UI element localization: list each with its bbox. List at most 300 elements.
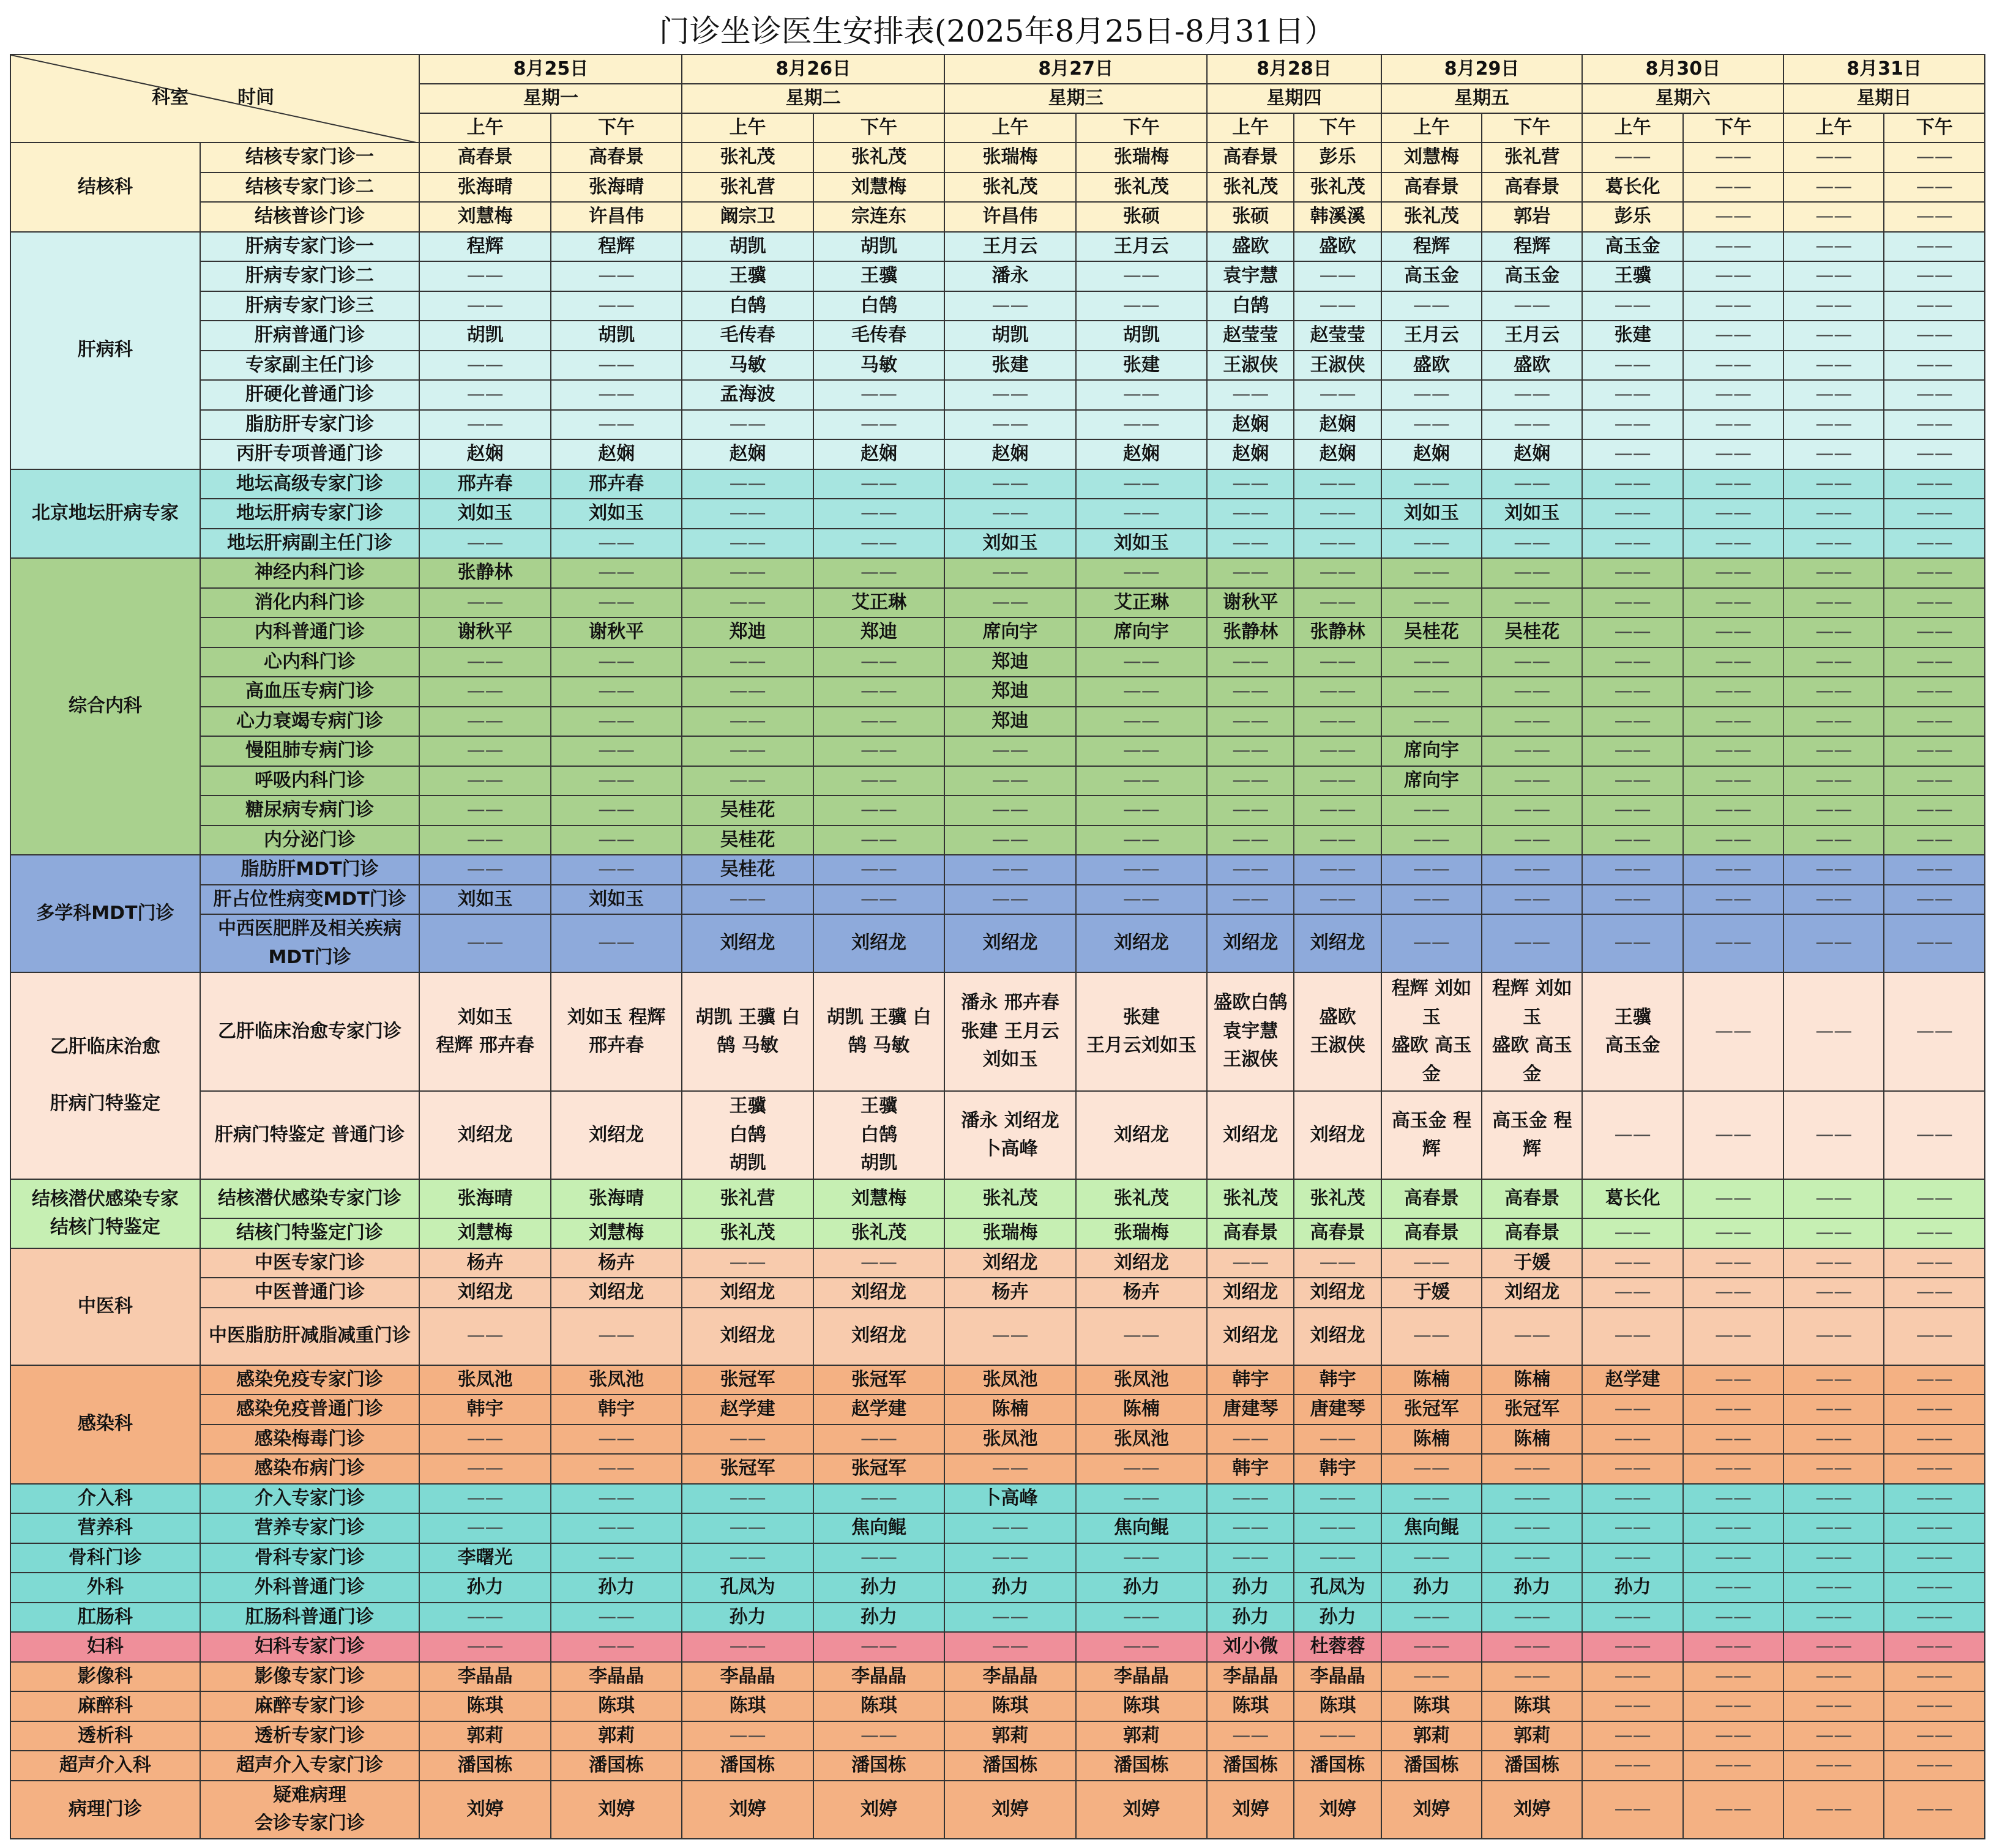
doctor-cell: —— — [944, 291, 1075, 321]
doctor-cell: 刘婷 — [682, 1781, 813, 1839]
am-header: 上午 — [682, 113, 813, 143]
doctor-cell: 赵娴 — [1294, 439, 1381, 469]
doctor-cell: 赵娴 — [419, 439, 550, 469]
doctor-cell: —— — [1884, 1573, 1985, 1603]
doctor-cell: 程辉 — [551, 232, 682, 262]
doctor-cell: —— — [813, 410, 944, 440]
doctor-cell: —— — [1683, 202, 1783, 232]
doctor-cell: 孙力 — [1076, 1573, 1207, 1603]
doctor-cell: 张礼茂 — [1294, 1179, 1381, 1218]
doctor-cell: —— — [1076, 261, 1207, 291]
clinic-name: 乙肝临床治愈专家门诊 — [200, 972, 420, 1091]
doctor-cell: —— — [1582, 1781, 1682, 1839]
doctor-cell: —— — [1582, 1721, 1682, 1751]
day-weekday: 星期二 — [682, 84, 944, 113]
doctor-cell: —— — [1294, 647, 1381, 677]
doctor-cell: —— — [1482, 855, 1582, 885]
doctor-cell: —— — [682, 469, 813, 499]
table-row — [10, 261, 1985, 291]
doctor-cell: —— — [1683, 1425, 1783, 1455]
doctor-cell: —— — [1683, 1721, 1783, 1751]
doctor-cell: 刘绍龙 — [419, 1091, 550, 1179]
doctor-cell: —— — [1582, 469, 1682, 499]
doctor-cell: 刘绍龙 — [1076, 1091, 1207, 1179]
doctor-cell: 孙力 — [1482, 1573, 1582, 1603]
doctor-cell: —— — [1582, 1543, 1682, 1573]
doctor-cell: —— — [1381, 558, 1482, 588]
doctor-cell: 刘慧梅 — [419, 1218, 550, 1248]
doctor-cell: —— — [1884, 261, 1985, 291]
doctor-cell: —— — [1582, 1425, 1682, 1455]
clinic-name: 地坛高级专家门诊 — [200, 469, 420, 499]
doctor-cell: 张礼茂 — [1294, 173, 1381, 203]
doctor-cell: 刘绍龙 — [551, 1278, 682, 1308]
doctor-cell: —— — [1683, 795, 1783, 825]
doctor-cell: 潘永 刘绍龙 卜高峰 — [944, 1091, 1075, 1179]
doctor-cell: —— — [1783, 1308, 1884, 1365]
doctor-cell: —— — [1381, 825, 1482, 855]
am-header: 上午 — [419, 113, 550, 143]
doctor-cell: 胡凯 — [419, 321, 550, 351]
doctor-cell: 潘国栋 — [419, 1751, 550, 1781]
doctor-cell: 谢秋平 — [1207, 588, 1294, 618]
doctor-cell: —— — [1076, 736, 1207, 766]
doctor-cell: —— — [682, 588, 813, 618]
doctor-cell: —— — [682, 1543, 813, 1573]
doctor-cell: 陈琪 — [1294, 1691, 1381, 1721]
doctor-cell: —— — [419, 1603, 550, 1633]
doctor-cell: 卜高峰 — [944, 1484, 1075, 1514]
doctor-cell: 张礼茂 — [813, 1218, 944, 1248]
doctor-cell: —— — [1207, 766, 1294, 796]
doctor-cell: 陈楠 — [1381, 1425, 1482, 1455]
doctor-cell: —— — [419, 1425, 550, 1455]
doctor-cell: —— — [1482, 825, 1582, 855]
doctor-cell: —— — [1683, 855, 1783, 885]
doctor-cell: 赵莹莹 — [1294, 321, 1381, 351]
doctor-cell: 张海晴 — [551, 173, 682, 203]
table-row — [10, 529, 1985, 559]
doctor-cell: 宗连东 — [813, 202, 944, 232]
doctor-cell: 刘绍龙 — [944, 1248, 1075, 1278]
doctor-cell: —— — [1076, 825, 1207, 855]
doctor-cell: —— — [419, 351, 550, 381]
doctor-cell: 孟海波 — [682, 380, 813, 410]
pm-header: 下午 — [813, 113, 944, 143]
doctor-cell: 孙力 — [1294, 1603, 1381, 1633]
doctor-cell: —— — [682, 1632, 813, 1662]
doctor-cell: 杨卉 — [1076, 1278, 1207, 1308]
doctor-cell: —— — [1294, 1721, 1381, 1751]
doctor-cell: 刘绍龙 — [1294, 1308, 1381, 1365]
doctor-cell: —— — [419, 380, 550, 410]
table-row — [10, 1091, 1985, 1179]
pm-header: 下午 — [1076, 113, 1207, 143]
doctor-cell: —— — [1381, 1662, 1482, 1692]
doctor-cell: —— — [419, 825, 550, 855]
table-row — [10, 1543, 1985, 1573]
doctor-cell: —— — [813, 380, 944, 410]
doctor-cell: —— — [1294, 380, 1381, 410]
corner-time-label: 时间 — [237, 87, 274, 108]
doctor-cell: —— — [1783, 261, 1884, 291]
doctor-cell: —— — [944, 885, 1075, 915]
clinic-name: 介入专家门诊 — [200, 1484, 420, 1514]
doctor-cell: 张冠军 — [682, 1454, 813, 1484]
doctor-cell: —— — [1482, 1632, 1582, 1662]
doctor-cell: —— — [1294, 795, 1381, 825]
doctor-cell: 盛欧 王淑侠 — [1294, 972, 1381, 1091]
doctor-cell: 刘慧梅 — [813, 1179, 944, 1218]
doctor-cell: 赵娴 — [1207, 439, 1294, 469]
doctor-cell: —— — [1683, 1395, 1783, 1425]
doctor-cell: 郭莉 — [1381, 1721, 1482, 1751]
department-name: 介入科 — [10, 1484, 200, 1514]
table-row — [10, 1179, 1985, 1218]
doctor-cell: —— — [813, 1632, 944, 1662]
doctor-cell: 高玉金 — [1482, 261, 1582, 291]
doctor-cell: —— — [1381, 529, 1482, 559]
doctor-cell: —— — [1683, 914, 1783, 972]
doctor-cell: 刘绍龙 — [813, 1278, 944, 1308]
day-date: 8月27日 — [944, 54, 1207, 84]
am-header: 上午 — [1207, 113, 1294, 143]
doctor-cell: —— — [1884, 1721, 1985, 1751]
clinic-name: 内科普通门诊 — [200, 617, 420, 647]
clinic-name: 肝病专家门诊二 — [200, 261, 420, 291]
doctor-cell: 刘如玉 程辉 邢卉春 — [551, 972, 682, 1091]
doctor-cell: —— — [1683, 1454, 1783, 1484]
doctor-cell: 张硕 — [1076, 202, 1207, 232]
doctor-cell: —— — [1783, 885, 1884, 915]
doctor-cell: —— — [1683, 1308, 1783, 1365]
pm-header: 下午 — [1884, 113, 1985, 143]
doctor-cell: —— — [1582, 529, 1682, 559]
doctor-cell: —— — [1884, 1751, 1985, 1781]
doctor-cell: —— — [1482, 1662, 1582, 1692]
doctor-cell: 郑迪 — [944, 677, 1075, 707]
doctor-cell: —— — [1207, 1484, 1294, 1514]
doctor-cell: —— — [1683, 1632, 1783, 1662]
doctor-cell: 高春景 — [551, 143, 682, 173]
table-row — [10, 707, 1985, 737]
doctor-cell: 张静林 — [419, 558, 550, 588]
doctor-cell: —— — [1482, 677, 1582, 707]
department-name: 骨科门诊 — [10, 1543, 200, 1573]
clinic-name: 结核潜伏感染专家门诊 — [200, 1179, 420, 1218]
doctor-cell: —— — [1783, 914, 1884, 972]
doctor-cell: —— — [682, 558, 813, 588]
doctor-cell: 于媛 — [1381, 1278, 1482, 1308]
department-name: 多学科MDT门诊 — [10, 855, 200, 972]
doctor-cell: —— — [419, 647, 550, 677]
doctor-cell: 潘国栋 — [682, 1751, 813, 1781]
doctor-cell: —— — [1294, 1484, 1381, 1514]
doctor-cell: 邢卉春 — [419, 469, 550, 499]
doctor-cell: —— — [1884, 617, 1985, 647]
doctor-cell: 郭岩 — [1482, 202, 1582, 232]
doctor-cell: 孔凤为 — [1294, 1573, 1381, 1603]
doctor-cell: 刘婷 — [813, 1781, 944, 1839]
doctor-cell: 张礼营 — [682, 1179, 813, 1218]
clinic-name: 中医专家门诊 — [200, 1248, 420, 1278]
doctor-cell: 郑迪 — [944, 647, 1075, 677]
doctor-cell: 张瑞梅 — [1076, 1218, 1207, 1248]
doctor-cell: 孙力 — [551, 1573, 682, 1603]
doctor-cell: —— — [944, 380, 1075, 410]
doctor-cell: —— — [1884, 410, 1985, 440]
clinic-name: 肝病门特鉴定 普通门诊 — [200, 1091, 420, 1179]
doctor-cell: —— — [1582, 1248, 1682, 1278]
doctor-cell: —— — [1381, 410, 1482, 440]
doctor-cell: —— — [551, 380, 682, 410]
doctor-cell: 胡凯 — [551, 321, 682, 351]
doctor-cell: —— — [1783, 617, 1884, 647]
doctor-cell: 韩宇 — [1294, 1454, 1381, 1484]
table-row — [10, 736, 1985, 766]
doctor-cell: —— — [1783, 1632, 1884, 1662]
doctor-cell: 唐建琴 — [1207, 1395, 1294, 1425]
doctor-cell: 胡凯 — [682, 232, 813, 262]
doctor-cell: —— — [1884, 1543, 1985, 1573]
doctor-cell: —— — [1582, 1218, 1682, 1248]
doctor-cell: —— — [944, 469, 1075, 499]
department-name: 影像科 — [10, 1662, 200, 1692]
doctor-cell: —— — [1683, 1603, 1783, 1633]
doctor-cell: 张硕 — [1207, 202, 1294, 232]
doctor-cell: —— — [1783, 1781, 1884, 1839]
doctor-cell: —— — [682, 499, 813, 529]
table-row — [10, 351, 1985, 381]
doctor-cell: 刘如玉 — [944, 529, 1075, 559]
doctor-cell: 张瑞梅 — [1076, 143, 1207, 173]
doctor-cell: 刘婷 — [1294, 1781, 1381, 1839]
doctor-cell: —— — [1482, 1308, 1582, 1365]
doctor-cell: —— — [1884, 202, 1985, 232]
doctor-cell: 刘绍龙 — [1207, 1091, 1294, 1179]
doctor-cell: —— — [1381, 380, 1482, 410]
doctor-cell: 高春景 — [1207, 143, 1294, 173]
doctor-cell: —— — [1884, 232, 1985, 262]
doctor-cell: —— — [1582, 795, 1682, 825]
table-row — [10, 766, 1985, 796]
table-row — [10, 1573, 1985, 1603]
department-name: 乙肝临床治愈 肝病门特鉴定 — [10, 972, 200, 1179]
doctor-cell: 张海晴 — [419, 173, 550, 203]
clinic-name: 肝硬化普通门诊 — [200, 380, 420, 410]
doctor-cell: —— — [551, 1513, 682, 1543]
doctor-cell: —— — [1482, 707, 1582, 737]
doctor-cell: 刘慧梅 — [1381, 143, 1482, 173]
doctor-cell: 张凤池 — [419, 1365, 550, 1395]
doctor-cell: —— — [1381, 1603, 1482, 1633]
doctor-cell: 刘如玉 — [551, 499, 682, 529]
doctor-cell: 潘永 邢卉春 张建 王月云 刘如玉 — [944, 972, 1075, 1091]
doctor-cell: —— — [1683, 321, 1783, 351]
doctor-cell: 韩宇 — [1207, 1454, 1294, 1484]
doctor-cell: 张瑞梅 — [944, 1218, 1075, 1248]
clinic-name: 肛肠科普通门诊 — [200, 1603, 420, 1633]
doctor-cell: —— — [1582, 677, 1682, 707]
doctor-cell: —— — [1294, 1543, 1381, 1573]
table-row — [10, 972, 1985, 1091]
doctor-cell: —— — [813, 885, 944, 915]
doctor-cell: —— — [1076, 795, 1207, 825]
clinic-name: 高血压专病门诊 — [200, 677, 420, 707]
doctor-cell: —— — [1683, 825, 1783, 855]
doctor-cell: —— — [551, 291, 682, 321]
doctor-cell: —— — [1582, 380, 1682, 410]
doctor-cell: —— — [1683, 1218, 1783, 1248]
doctor-cell: —— — [1884, 1218, 1985, 1248]
doctor-cell: 高春景 — [1381, 1218, 1482, 1248]
clinic-name: 脂肪肝专家门诊 — [200, 410, 420, 440]
doctor-cell: 赵娴 — [551, 439, 682, 469]
doctor-cell: 盛欧 — [1207, 232, 1294, 262]
doctor-cell: 高玉金 — [1381, 261, 1482, 291]
doctor-cell: —— — [1884, 1091, 1985, 1179]
doctor-cell: 赵娴 — [1207, 410, 1294, 440]
table-row — [10, 469, 1985, 499]
day-weekday: 星期日 — [1783, 84, 1985, 113]
doctor-cell: 艾正琳 — [1076, 588, 1207, 618]
doctor-cell: 赵娴 — [1076, 439, 1207, 469]
doctor-cell: —— — [1582, 1091, 1682, 1179]
doctor-cell: 焦向鲲 — [1076, 1513, 1207, 1543]
doctor-cell: —— — [551, 410, 682, 440]
doctor-cell: —— — [1783, 972, 1884, 1091]
doctor-cell: —— — [1294, 1513, 1381, 1543]
doctor-cell: 刘绍龙 — [1294, 914, 1381, 972]
doctor-cell: —— — [1381, 885, 1482, 915]
pm-header: 下午 — [1482, 113, 1582, 143]
doctor-cell: —— — [1482, 291, 1582, 321]
doctor-cell: 高春景 — [1207, 1218, 1294, 1248]
doctor-cell: —— — [551, 1632, 682, 1662]
schedule-header — [10, 54, 1985, 143]
doctor-cell: 刘小微 — [1207, 1632, 1294, 1662]
table-row — [10, 1365, 1985, 1395]
doctor-cell: 潘国栋 — [1294, 1751, 1381, 1781]
doctor-cell: 李晶晶 — [682, 1662, 813, 1692]
table-row — [10, 173, 1985, 203]
doctor-cell: —— — [1783, 410, 1884, 440]
doctor-cell: 张凤池 — [1076, 1365, 1207, 1395]
doctor-cell: —— — [1294, 677, 1381, 707]
doctor-cell: —— — [419, 855, 550, 885]
doctor-cell: 李晶晶 — [1294, 1662, 1381, 1692]
table-row — [10, 647, 1985, 677]
doctor-cell: —— — [1294, 1248, 1381, 1278]
doctor-cell: —— — [419, 1632, 550, 1662]
clinic-name: 结核专家门诊一 — [200, 143, 420, 173]
doctor-cell: —— — [682, 1513, 813, 1543]
doctor-cell: —— — [419, 1308, 550, 1365]
doctor-cell: 李晶晶 — [944, 1662, 1075, 1692]
doctor-cell: 高春景 — [1482, 173, 1582, 203]
doctor-cell: —— — [1884, 795, 1985, 825]
doctor-cell: —— — [1582, 885, 1682, 915]
doctor-cell: 赵娴 — [944, 439, 1075, 469]
doctor-cell: 赵莹莹 — [1207, 321, 1294, 351]
doctor-cell: —— — [1783, 677, 1884, 707]
doctor-cell: —— — [1783, 1484, 1884, 1514]
doctor-cell: —— — [419, 707, 550, 737]
table-row — [10, 677, 1985, 707]
corner-dept-label: 科室 — [152, 87, 189, 108]
doctor-cell: 吴桂花 — [1381, 617, 1482, 647]
doctor-cell: 陈楠 — [1381, 1365, 1482, 1395]
doctor-cell: 孙力 — [1582, 1573, 1682, 1603]
doctor-cell: 盛欧 — [1482, 351, 1582, 381]
doctor-cell: —— — [1683, 410, 1783, 440]
doctor-cell: —— — [1582, 1513, 1682, 1543]
doctor-cell: —— — [1683, 1365, 1783, 1395]
doctor-cell: 席向宇 — [944, 617, 1075, 647]
department-name: 妇科 — [10, 1632, 200, 1662]
doctor-cell: —— — [1207, 1721, 1294, 1751]
doctor-cell: —— — [1381, 677, 1482, 707]
doctor-cell: —— — [1076, 1308, 1207, 1365]
doctor-cell: —— — [1683, 469, 1783, 499]
doctor-cell: —— — [419, 1484, 550, 1514]
clinic-name: 肝病普通门诊 — [200, 321, 420, 351]
doctor-cell: —— — [944, 795, 1075, 825]
doctor-cell: 潘永 — [944, 261, 1075, 291]
doctor-cell: 盛欧白鹄 袁宇慧 王淑侠 — [1207, 972, 1294, 1091]
doctor-cell: 张冠军 — [813, 1365, 944, 1395]
doctor-cell: —— — [1582, 647, 1682, 677]
doctor-cell: 潘国栋 — [1482, 1751, 1582, 1781]
clinic-name: 丙肝专项普通门诊 — [200, 439, 420, 469]
doctor-cell: —— — [1482, 1454, 1582, 1484]
doctor-cell: —— — [1582, 1454, 1682, 1484]
doctor-cell: —— — [551, 1308, 682, 1365]
doctor-cell: —— — [944, 558, 1075, 588]
table-row — [10, 1721, 1985, 1751]
doctor-cell: 韩宇 — [1207, 1365, 1294, 1395]
doctor-cell: —— — [1294, 766, 1381, 796]
table-row — [10, 232, 1985, 262]
clinic-name: 中西医肥胖及相关疾病MDT门诊 — [200, 914, 420, 972]
doctor-cell: 刘如玉 — [1076, 529, 1207, 559]
table-row — [10, 380, 1985, 410]
doctor-cell: 李晶晶 — [1076, 1662, 1207, 1692]
department-name: 肝病科 — [10, 232, 200, 469]
doctor-cell: —— — [813, 855, 944, 885]
doctor-cell: 潘国栋 — [1076, 1751, 1207, 1781]
doctor-cell: —— — [551, 588, 682, 618]
doctor-cell: 刘绍龙 — [1076, 1248, 1207, 1278]
day-date: 8月30日 — [1582, 54, 1783, 84]
pm-header: 下午 — [1294, 113, 1381, 143]
doctor-cell: —— — [1482, 380, 1582, 410]
doctor-cell: —— — [1783, 1091, 1884, 1179]
doctor-cell: —— — [1683, 647, 1783, 677]
doctor-cell: 阚宗卫 — [682, 202, 813, 232]
doctor-cell: —— — [1884, 1365, 1985, 1395]
doctor-cell: 胡凯 — [1076, 321, 1207, 351]
doctor-cell: 陈楠 — [1482, 1365, 1582, 1395]
doctor-cell: —— — [1381, 1543, 1482, 1573]
clinic-name: 结核门特鉴定门诊 — [200, 1218, 420, 1248]
doctor-cell: —— — [1683, 380, 1783, 410]
am-header: 上午 — [944, 113, 1075, 143]
table-row — [10, 291, 1985, 321]
doctor-cell: —— — [1884, 1603, 1985, 1633]
table-row — [10, 321, 1985, 351]
department-name: 病理门诊 — [10, 1781, 200, 1839]
